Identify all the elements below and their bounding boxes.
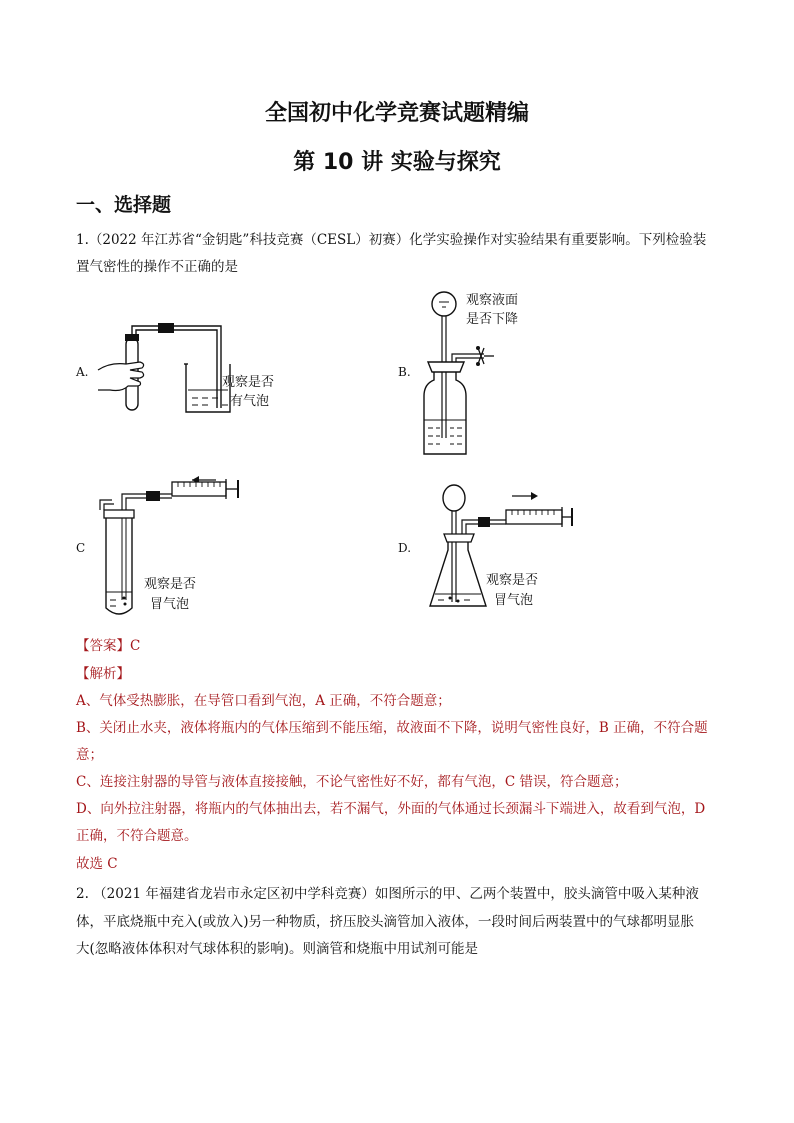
- question-2-line3: 大(忽略液体体积对气球体积的影响)。则滴管和烧瓶中用试剂可能是: [76, 941, 479, 957]
- option-a-caption-line1: 观察是否: [222, 375, 275, 390]
- analysis-line: 正确，不符合题意。: [76, 828, 198, 844]
- conclusion-line: 故选 C: [76, 856, 118, 872]
- question-1-stem-line1: 1.（2022 年江苏省“金钥匙”科技竞赛（CESL）初赛）化学实验操作对实验结果有重要影响。下列检验装: [76, 232, 707, 248]
- question-2-line1: 2. （2021 年福建省龙岩市永定区初中学科竞赛）如图所示的甲、乙两个装置中，胶头滴管中吸入某种液: [76, 886, 699, 902]
- analysis-line: D、向外拉注射器，将瓶内的气体抽出去，若不漏气，外面的气体通过长颈漏斗下端进入，故看到气泡，D: [76, 801, 706, 817]
- option-c-label: C: [76, 541, 86, 555]
- answer-line: 【答案】C: [76, 638, 141, 654]
- option-b-label: B.: [398, 365, 411, 379]
- option-d-label: D.: [398, 541, 412, 555]
- lecture-subtitle: 第 10 讲 实验与探究: [293, 150, 501, 175]
- analysis-heading: 【解析】: [76, 666, 130, 682]
- option-c-caption-line2: 冒气泡: [150, 597, 190, 612]
- option-d-caption-line1: 观察是否: [486, 573, 539, 588]
- option-a-caption-line2: 有气泡: [230, 394, 270, 409]
- option-c-caption-line1: 观察是否: [144, 577, 197, 592]
- analysis-line: A、气体受热膨胀，在导管口看到气泡，A 正确，不符合题意；: [76, 693, 451, 709]
- option-a-label: A.: [76, 365, 89, 379]
- analysis-line: 意；: [76, 747, 103, 763]
- analysis-line: C、连接注射器的导管与液体直接接触，不论气密性好不好，都有气泡，C 错误，符合题意；: [76, 774, 628, 790]
- question-1-stem-line2: 置气密性的操作不正确的是: [76, 259, 238, 275]
- question-2-line2: 体，平底烧瓶中充入(或放入)另一种物质，挤压胶头滴管加入液体，一段时间后两装置中的气球都明显胀: [76, 914, 695, 930]
- option-b-caption-line2: 是否下降: [466, 312, 519, 327]
- option-d-caption-line2: 冒气泡: [494, 593, 534, 608]
- section-heading: 一、选择题: [76, 194, 172, 216]
- option-b-caption-line1: 观察液面: [466, 293, 519, 308]
- page-title: 全国初中化学竞赛试题精编: [264, 101, 529, 126]
- analysis-line: B、关闭止水夹，液体将瓶内的气体压缩到不能压缩，故液面不下降，说明气密性良好，B 正确，不符合题: [76, 720, 708, 736]
